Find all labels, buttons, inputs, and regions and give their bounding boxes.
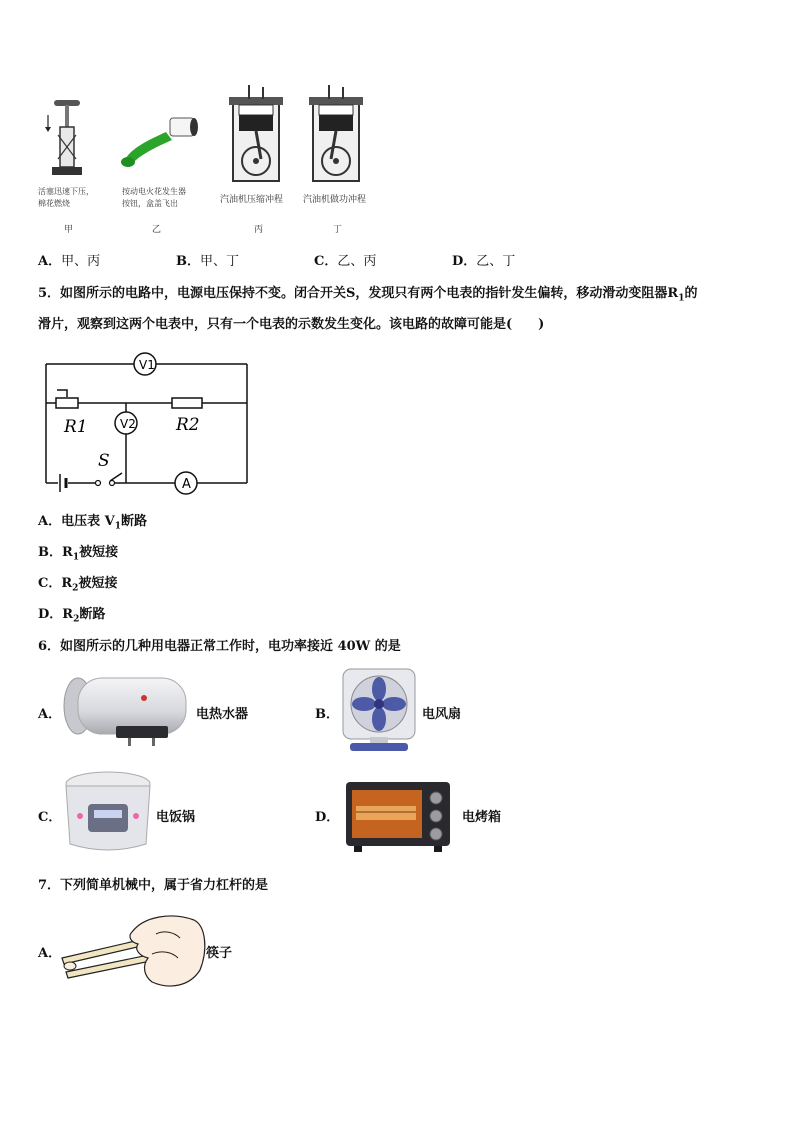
r2-label: R2 [176, 415, 200, 435]
q5-option-d[interactable]: D．$R_2$断路 [38, 607, 106, 625]
fig-ding-label: 丁 [333, 225, 343, 235]
q7-option-a-label: 筷子 [206, 946, 233, 961]
fig-jia-caption: 活塞迅速下压， 棉花燃烧 [38, 187, 94, 208]
electric-oven-image [344, 778, 452, 854]
q5-stem-line2: 滑片，观察到这两个电表中，只有一个电表的示数发生变化。该电路的故障可能是( ) [38, 317, 545, 332]
q5-option-b[interactable]: B．$R_1$被短接 [38, 545, 119, 563]
q4-options [38, 250, 738, 268]
fig-jia-piston-image [40, 95, 100, 185]
q5-option-c[interactable]: C．$R_2$被短接 [38, 576, 118, 594]
q6-option-b-label: 电风扇 [422, 707, 462, 722]
q6-option-a-label: 电热水器 [196, 707, 249, 722]
q4-option-c[interactable]: C．乙、丙 [314, 254, 377, 269]
q5-stem-line1: 5．如图所示的电路中，电源电压保持不变。闭合开关S，发现只有两个电表的指针发生偏转，移动滑动变阻器$R_1$的 [38, 286, 698, 304]
q6-option-c-label: 电饭锅 [156, 810, 196, 825]
fig-yi-caption: 按动电火花发生器 按钮，盒盖飞出 [122, 187, 186, 208]
q5-option-a[interactable]: A．电压表 $V_1$断路 [38, 514, 147, 532]
q7-stem: 7．下列简单机械中，属于省力杠杆的是 [38, 878, 269, 893]
fig-ding-engine-image [305, 85, 367, 185]
q7-option-a-key[interactable]: A． [38, 946, 62, 961]
q5-circuit-diagram [40, 350, 255, 495]
switch-label: S [98, 451, 110, 471]
electric-fan-image [340, 667, 418, 753]
q4-option-b[interactable]: B．甲、丁 [176, 254, 240, 269]
v1-label: V1 [139, 358, 155, 372]
ammeter-label: A [182, 477, 191, 492]
fig-bing-caption: 汽油机压缩冲程 [220, 195, 284, 205]
q6-option-c-key[interactable]: C． [38, 810, 62, 825]
fig-yi-label: 乙 [152, 225, 162, 235]
q6-option-b-key[interactable]: B． [315, 707, 339, 722]
q4-figures [0, 0, 794, 245]
rice-cooker-image [60, 770, 156, 856]
q4-option-d[interactable]: D．乙、丁 [452, 254, 516, 269]
water-heater-image [62, 676, 192, 748]
r1-label: R1 [64, 417, 88, 437]
fig-yi-spark-image [118, 110, 208, 170]
chopsticks-hand-image [60, 910, 210, 990]
q6-option-a-key[interactable]: A． [38, 707, 62, 722]
q6-stem: 6．如图所示的几种用电器正常工作时，电功率接近 40W 的是 [38, 639, 401, 654]
q6-option-d-key[interactable]: D． [315, 810, 340, 825]
v2-label: V2 [120, 417, 136, 431]
fig-bing-label: 丙 [254, 225, 264, 235]
fig-ding-caption: 汽油机做功冲程 [303, 195, 367, 205]
fig-jia-label: 甲 [64, 225, 74, 235]
q6-option-d-label: 电烤箱 [462, 810, 502, 825]
q4-option-a[interactable]: A．甲、丙 [38, 254, 101, 269]
fig-bing-engine-image [225, 85, 287, 185]
